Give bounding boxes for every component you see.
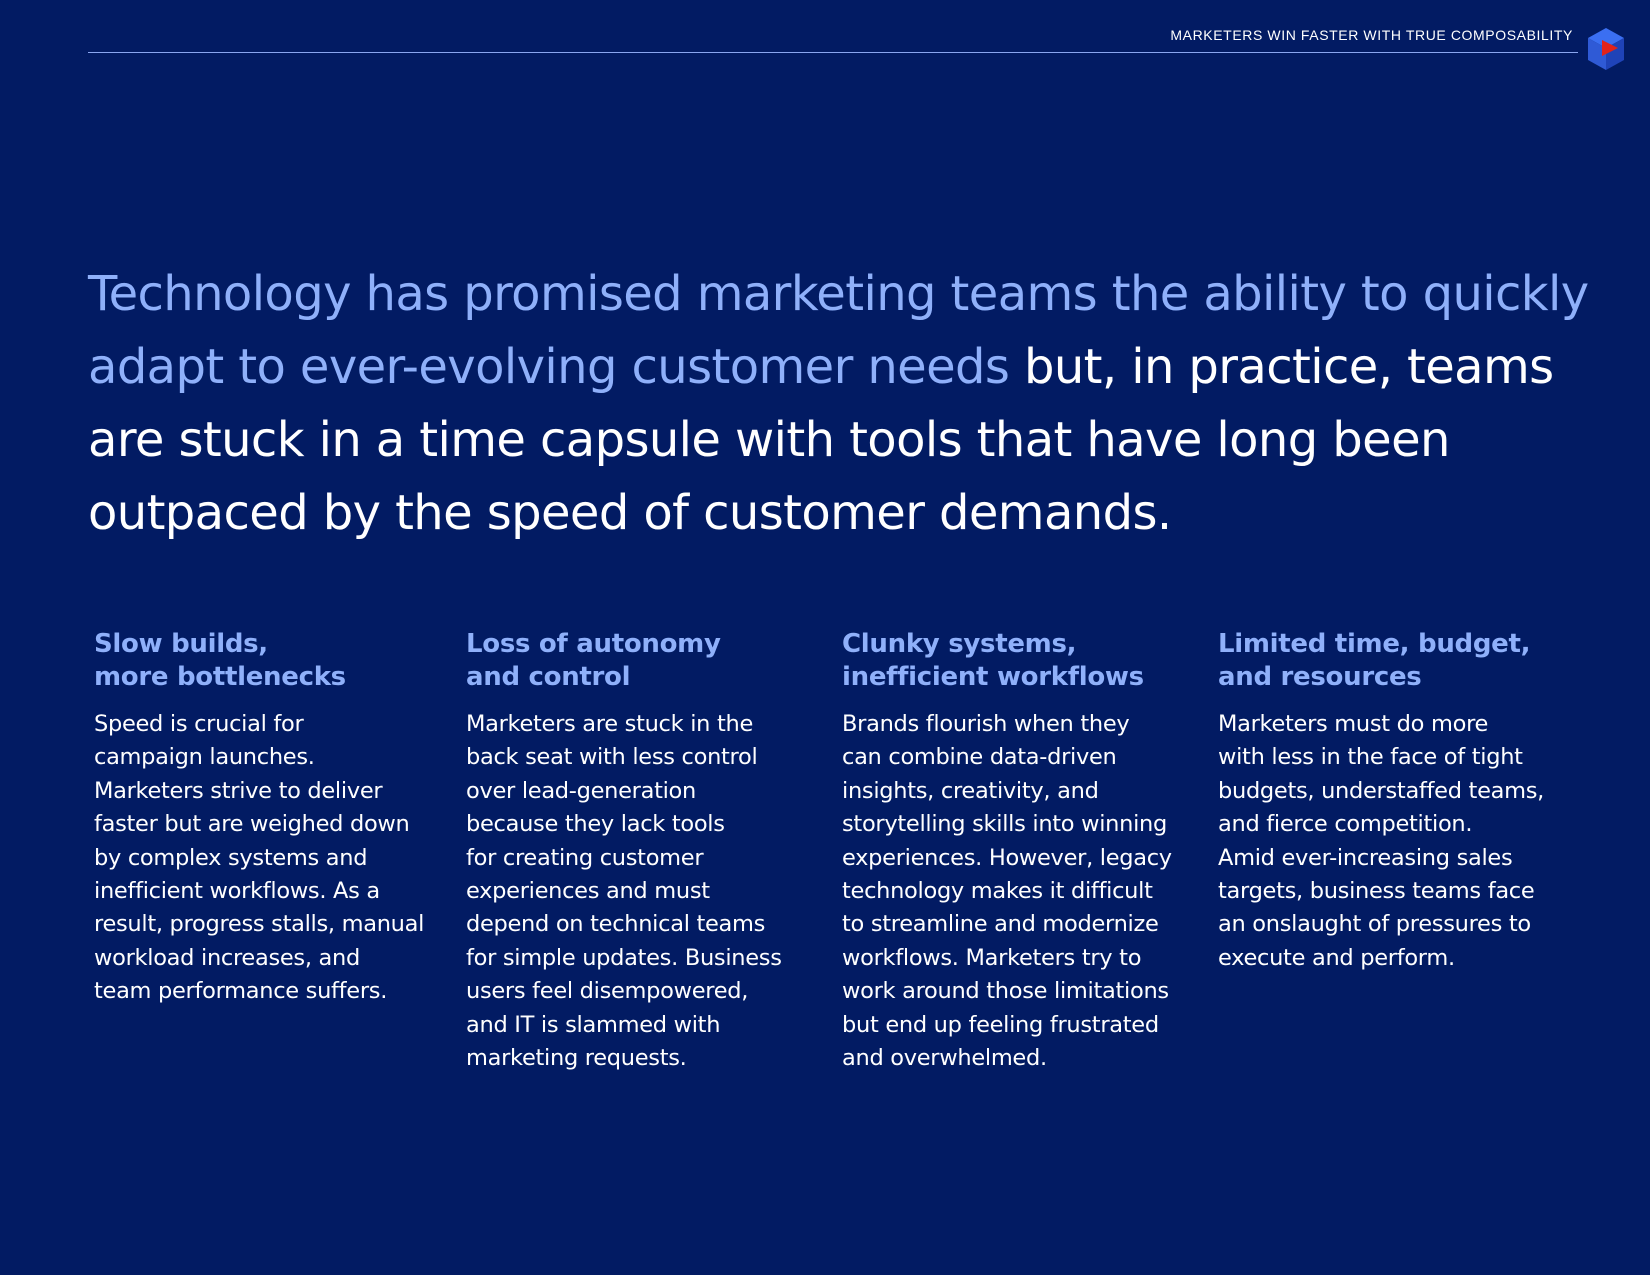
body-line: and overwhelmed. <box>842 1045 1047 1072</box>
body-line: depend on technical teams <box>466 911 766 938</box>
body-line: experiences. However, legacy <box>842 844 1172 871</box>
body-line: by complex systems and <box>94 844 368 871</box>
body-line: storytelling skills into winning <box>842 811 1167 838</box>
column-limited-resources <box>1218 628 1568 975</box>
column-title <box>1218 628 1568 694</box>
body-line: team performance suffers. <box>94 978 388 1005</box>
body-line: an onslaught of pressures to <box>1218 911 1531 938</box>
body-line: technology makes it difficult <box>842 878 1153 905</box>
column-body <box>1218 708 1568 975</box>
body-line: execute and perform. <box>1218 944 1455 971</box>
body-line: faster but are weighed down <box>94 811 410 838</box>
body-line: Marketers strive to deliver <box>94 777 383 804</box>
page-headline <box>88 258 1608 550</box>
headline-line-3 <box>88 412 1450 468</box>
column-title-line: and resources <box>1218 662 1422 692</box>
running-header: MARKETERS WIN FASTER WITH TRUE COMPOSABILITY <box>1170 27 1573 43</box>
column-title-line: Limited time, budget, <box>1218 629 1531 659</box>
column-body <box>842 708 1192 1075</box>
body-line: work around those limitations <box>842 978 1169 1005</box>
challenges-columns <box>0 628 1650 1088</box>
body-line: Amid ever-increasing sales <box>1218 844 1513 871</box>
column-title <box>842 628 1192 694</box>
body-line: for creating customer <box>466 844 704 871</box>
column-title <box>94 628 434 694</box>
headline-highlight: adapt to ever-evolving customer needs <box>88 339 1010 395</box>
body-line: and fierce competition. <box>1218 811 1473 838</box>
body-line: result, progress stalls, manual <box>94 911 425 938</box>
body-line: workflows. Marketers try to <box>842 944 1142 971</box>
column-loss-of-autonomy <box>466 628 806 1075</box>
body-line: back seat with less control <box>466 744 758 771</box>
headline-plain: are stuck in a time capsule with tools that have long been <box>88 412 1450 468</box>
body-line: insights, creativity, and <box>842 777 1099 804</box>
column-title-line: and control <box>466 662 631 692</box>
body-line: Brands flourish when they <box>842 711 1130 737</box>
column-title-line: Loss of autonomy <box>466 629 721 659</box>
body-line: because they lack tools <box>466 811 725 838</box>
body-line: experiences and must <box>466 878 710 905</box>
column-title <box>466 628 806 694</box>
column-title-line: Clunky systems, <box>842 629 1077 659</box>
body-line: budgets, understaffed teams, <box>1218 777 1544 804</box>
cube-logo-icon <box>1585 26 1627 72</box>
body-line: with less in the face of tight <box>1218 744 1523 771</box>
body-line: targets, business teams face <box>1218 878 1535 905</box>
body-line: for simple updates. Business <box>466 944 782 971</box>
header-divider <box>88 52 1578 53</box>
body-line: over lead-generation <box>466 777 696 804</box>
column-body <box>466 708 806 1075</box>
column-title-line: more bottlenecks <box>94 662 346 692</box>
headline-plain: but, in practice, teams <box>1009 339 1554 395</box>
body-line: campaign launches. <box>94 744 315 771</box>
body-line: inefficient workflows. As a <box>94 878 380 905</box>
body-line: to streamline and modernize <box>842 911 1159 938</box>
column-slow-builds <box>94 628 434 1009</box>
column-title-line: inefficient workflows <box>842 662 1144 692</box>
body-line: Speed is crucial for <box>94 711 304 737</box>
body-line: Marketers must do more <box>1218 711 1489 737</box>
body-line: workload increases, and <box>94 944 360 971</box>
headline-line-2 <box>88 339 1554 395</box>
body-line: and IT is slammed with <box>466 1011 721 1038</box>
headline-line-4 <box>88 485 1172 541</box>
headline-plain: outpaced by the speed of customer demands. <box>88 485 1172 541</box>
headline-highlight: Technology has promised marketing teams the ability to quickly <box>88 266 1589 322</box>
body-line: but end up feeling frustrated <box>842 1011 1159 1038</box>
body-line: can combine data-driven <box>842 744 1117 771</box>
headline-line-1 <box>88 266 1589 322</box>
column-clunky-systems <box>842 628 1192 1075</box>
column-body <box>94 708 434 1009</box>
column-title-line: Slow builds, <box>94 629 268 659</box>
body-line: marketing requests. <box>466 1045 687 1072</box>
body-line: Marketers are stuck in the <box>466 711 753 737</box>
body-line: users feel disempowered, <box>466 978 749 1005</box>
